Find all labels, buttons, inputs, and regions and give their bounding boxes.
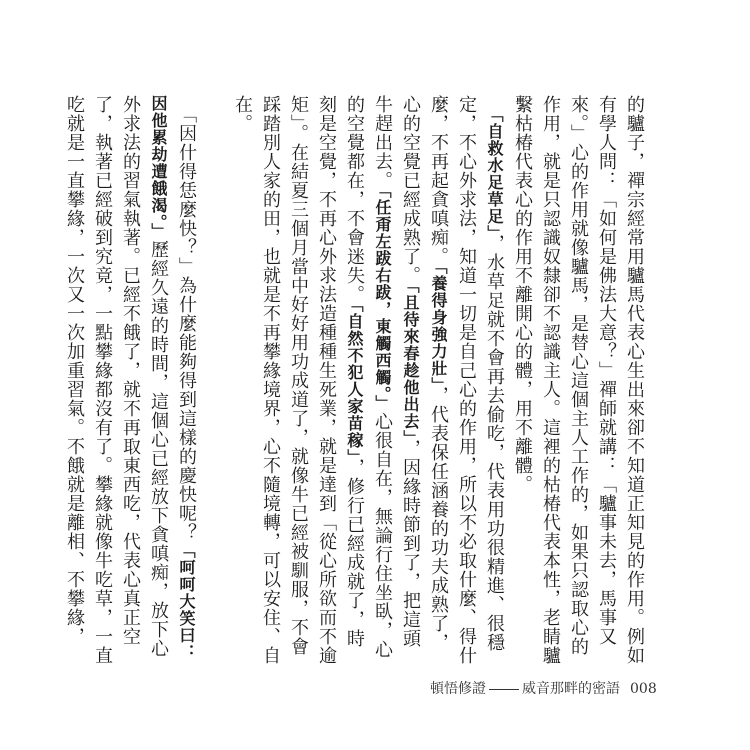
vertical-body-text	[64, 95, 648, 665]
paragraph-2-text-4: 心很自在，無論行住坐臥，心的空覺都在，不會迷失。	[344, 95, 393, 659]
paragraph-2-quote-5: 「自然不犯人家苗稼」	[345, 304, 364, 458]
paragraph-2-text-1: ，水草足就不會再去偷吃，代表用功很精進、很穩定，不心外求法，知道一切是自己心的作用，所以不必取什麼、得什麼，不再起貪嗔痴。	[428, 95, 505, 665]
paragraph-2-quote-4: 「任甭左跋右跋，東觸西觸。」	[373, 190, 392, 412]
paragraph-2	[228, 95, 508, 665]
paragraph-1-dialogue-2: 「驢事未去，馬事又來。」	[568, 95, 617, 646]
paragraph-1-text-3: 心的作用就像驢馬，是替心這個主人工作的，如果只認取心的作用，就是只認識奴隸卻不認識主人。這裡的枯椿代表本性，老睛驢繫枯椿代表心的作用不離開心的體，用不離體。	[512, 95, 589, 665]
paragraph-3	[60, 95, 200, 665]
paragraph-2-quote-2: 「養得身強力壯」	[429, 266, 448, 386]
footer-page-number: 008	[630, 681, 657, 697]
paragraph-2-text-2: ，代表保任涵養的功夫成熟了，心的空覺已經成熟了。	[400, 95, 449, 652]
footer-book-title: 頓悟修證	[430, 681, 486, 697]
paragraph-1	[508, 95, 648, 665]
paragraph-2-text-5: ，修行已經成就了，時刻是空覺，不再心外求法造種種生死業，就是達到「從心所欲而不逾矩」。在結夏三個月當中好好用功成道了，就像牛已經被馴服，不會踩踏別人家的田，也就是不再攀緣境界，心不隨境轉，可以安住、自在。	[232, 95, 365, 665]
paragraph-2-quote-1: 「自救水足草足」	[485, 114, 504, 234]
paragraph-1-dialogue-1: 「如何是佛法大意？」	[596, 190, 617, 380]
paragraph-3-text-2: 歷經久遠的時間，這個心已經放下貪嗔痴，放下心外求法的習氣執著。已經不餓了，就不再取東西吃，代表心真正空了，執著已經破到究竟，一點攀緣都沒有了。攀緣就像牛吃草，一直吃就是一直攀緣，一次又一次加重習氣。不餓就是離相、不攀緣，	[64, 95, 169, 665]
paragraph-2-quote-3: 「且待來春趁他出去」	[401, 285, 420, 439]
paragraph-3-text-1: 「因什得恁麼快？」為什麼能夠得到這樣的慶快呢？	[176, 114, 197, 542]
paragraph-1-text-1: 的驢子，禪宗經常用驢馬代表心生出來卻不知道正知見的作用。例如有學人問：	[596, 95, 645, 665]
page-footer	[430, 678, 657, 698]
paragraph-3-quote-1: 「呵呵大笑曰：因他累劫遭餓渴。」	[149, 95, 196, 661]
paragraph-2-text-3: ，因緣時節到了，把這頭牛趕出去。	[372, 95, 421, 648]
footer-subtitle: 威音那畔的密語	[522, 681, 620, 697]
footer-dash	[489, 689, 519, 690]
paragraph-1-text-2: 禪師就講：	[596, 380, 617, 475]
